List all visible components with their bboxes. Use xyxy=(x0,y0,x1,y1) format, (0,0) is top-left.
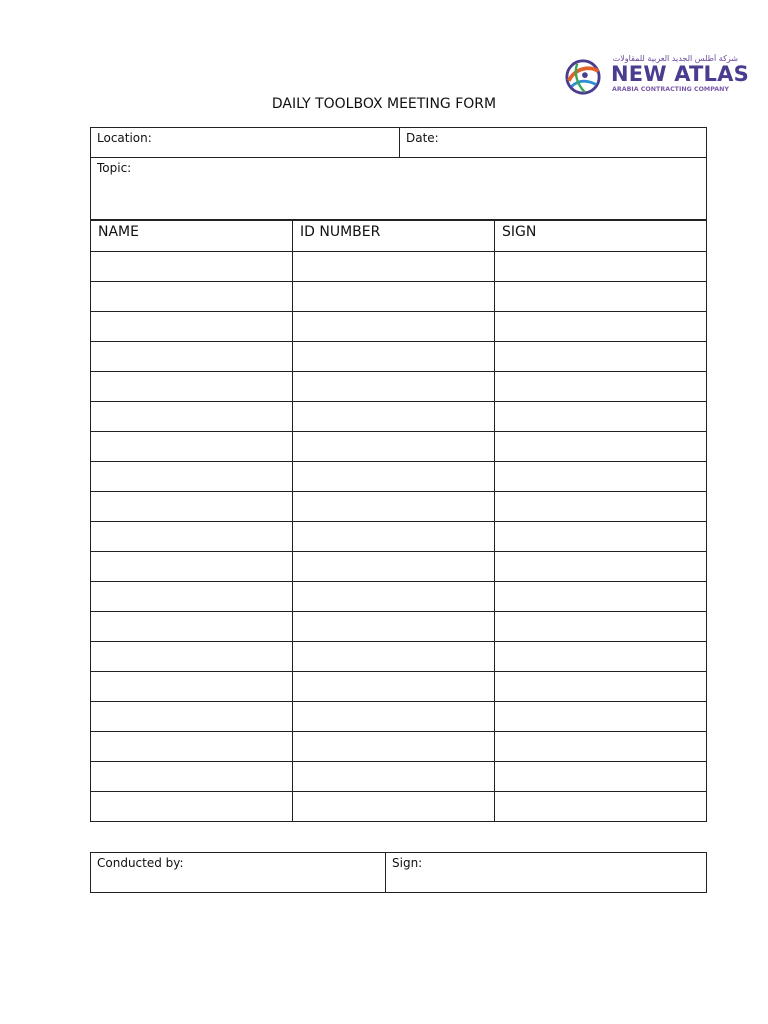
name-cell[interactable] xyxy=(91,492,293,522)
table-row xyxy=(91,522,707,552)
form-title: DAILY TOOLBOX MEETING FORM xyxy=(271,96,497,112)
sign-cell[interactable] xyxy=(495,372,707,402)
sign-cell[interactable] xyxy=(495,612,707,642)
name-cell[interactable] xyxy=(91,582,293,612)
column-header-name: NAME xyxy=(91,221,293,252)
sign-cell[interactable] xyxy=(495,342,707,372)
name-cell[interactable] xyxy=(91,792,293,822)
table-row xyxy=(91,402,707,432)
name-cell[interactable] xyxy=(91,702,293,732)
table-row xyxy=(91,672,707,702)
id-number-cell[interactable] xyxy=(293,312,495,342)
name-cell[interactable] xyxy=(91,672,293,702)
id-number-cell[interactable] xyxy=(293,672,495,702)
sign-cell[interactable] xyxy=(495,282,707,312)
sign-cell[interactable] xyxy=(495,462,707,492)
table-row xyxy=(91,372,707,402)
meeting-info-table xyxy=(90,127,707,220)
sign-cell[interactable] xyxy=(495,312,707,342)
sign-cell[interactable] xyxy=(495,252,707,282)
table-row xyxy=(91,702,707,732)
id-number-cell[interactable] xyxy=(293,732,495,762)
topic-label: Topic: xyxy=(97,161,132,175)
table-row xyxy=(91,282,707,312)
id-number-cell[interactable] xyxy=(293,792,495,822)
company-logo xyxy=(564,54,749,100)
location-cell[interactable] xyxy=(91,128,400,158)
id-number-cell[interactable] xyxy=(293,582,495,612)
table-row xyxy=(91,462,707,492)
table-row xyxy=(91,432,707,462)
sign-cell[interactable] xyxy=(495,582,707,612)
column-header-id-number: ID NUMBER xyxy=(293,221,495,252)
date-cell[interactable] xyxy=(400,128,707,158)
id-number-cell[interactable] xyxy=(293,702,495,732)
table-row xyxy=(91,342,707,372)
attendance-table xyxy=(90,220,707,822)
table-row xyxy=(91,762,707,792)
id-number-cell[interactable] xyxy=(293,492,495,522)
conducted-by-cell[interactable] xyxy=(91,853,386,893)
name-cell[interactable] xyxy=(91,372,293,402)
id-number-cell[interactable] xyxy=(293,762,495,792)
id-number-cell[interactable] xyxy=(293,282,495,312)
table-row xyxy=(91,612,707,642)
sign-cell[interactable] xyxy=(495,642,707,672)
name-cell[interactable] xyxy=(91,522,293,552)
conductor-sign-label: Sign: xyxy=(392,856,423,870)
table-row xyxy=(91,642,707,672)
topic-cell[interactable] xyxy=(91,158,707,220)
name-cell[interactable] xyxy=(91,762,293,792)
table-row xyxy=(91,552,707,582)
sign-cell[interactable] xyxy=(495,492,707,522)
name-cell[interactable] xyxy=(91,402,293,432)
id-number-cell[interactable] xyxy=(293,402,495,432)
id-number-cell[interactable] xyxy=(293,552,495,582)
sign-cell[interactable] xyxy=(495,672,707,702)
table-row xyxy=(91,792,707,822)
sign-cell[interactable] xyxy=(495,792,707,822)
table-row xyxy=(91,492,707,522)
attendance-header-row xyxy=(91,221,707,252)
conductor-sign-cell[interactable] xyxy=(386,853,707,893)
sign-cell[interactable] xyxy=(495,432,707,462)
id-number-cell[interactable] xyxy=(293,522,495,552)
sign-cell[interactable] xyxy=(495,402,707,432)
name-cell[interactable] xyxy=(91,432,293,462)
id-number-cell[interactable] xyxy=(293,342,495,372)
table-row xyxy=(91,582,707,612)
sign-cell[interactable] xyxy=(495,702,707,732)
conductor-table xyxy=(90,852,707,893)
column-header-sign: SIGN xyxy=(495,221,707,252)
logo-tagline: ARABIA CONTRACTING COMPANY xyxy=(612,86,729,93)
location-label: Location: xyxy=(97,131,152,145)
table-row xyxy=(91,252,707,282)
id-number-cell[interactable] xyxy=(293,462,495,492)
id-number-cell[interactable] xyxy=(293,642,495,672)
name-cell[interactable] xyxy=(91,552,293,582)
name-cell[interactable] xyxy=(91,732,293,762)
id-number-cell[interactable] xyxy=(293,252,495,282)
globe-logo-icon xyxy=(564,58,602,96)
sign-cell[interactable] xyxy=(495,552,707,582)
id-number-cell[interactable] xyxy=(293,432,495,462)
name-cell[interactable] xyxy=(91,312,293,342)
name-cell[interactable] xyxy=(91,642,293,672)
table-row xyxy=(91,732,707,762)
conducted-by-label: Conducted by: xyxy=(97,856,184,870)
id-number-cell[interactable] xyxy=(293,612,495,642)
name-cell[interactable] xyxy=(91,342,293,372)
sign-cell[interactable] xyxy=(495,732,707,762)
logo-company-name: NEW ATLAS xyxy=(611,62,749,86)
name-cell[interactable] xyxy=(91,462,293,492)
table-row xyxy=(91,312,707,342)
id-number-cell[interactable] xyxy=(293,372,495,402)
name-cell[interactable] xyxy=(91,252,293,282)
logo-arabic-text: شركة أطلس الجديد العربية للمقاولات xyxy=(612,54,738,63)
name-cell[interactable] xyxy=(91,612,293,642)
sign-cell[interactable] xyxy=(495,762,707,792)
sign-cell[interactable] xyxy=(495,522,707,552)
name-cell[interactable] xyxy=(91,282,293,312)
date-label: Date: xyxy=(406,131,439,145)
